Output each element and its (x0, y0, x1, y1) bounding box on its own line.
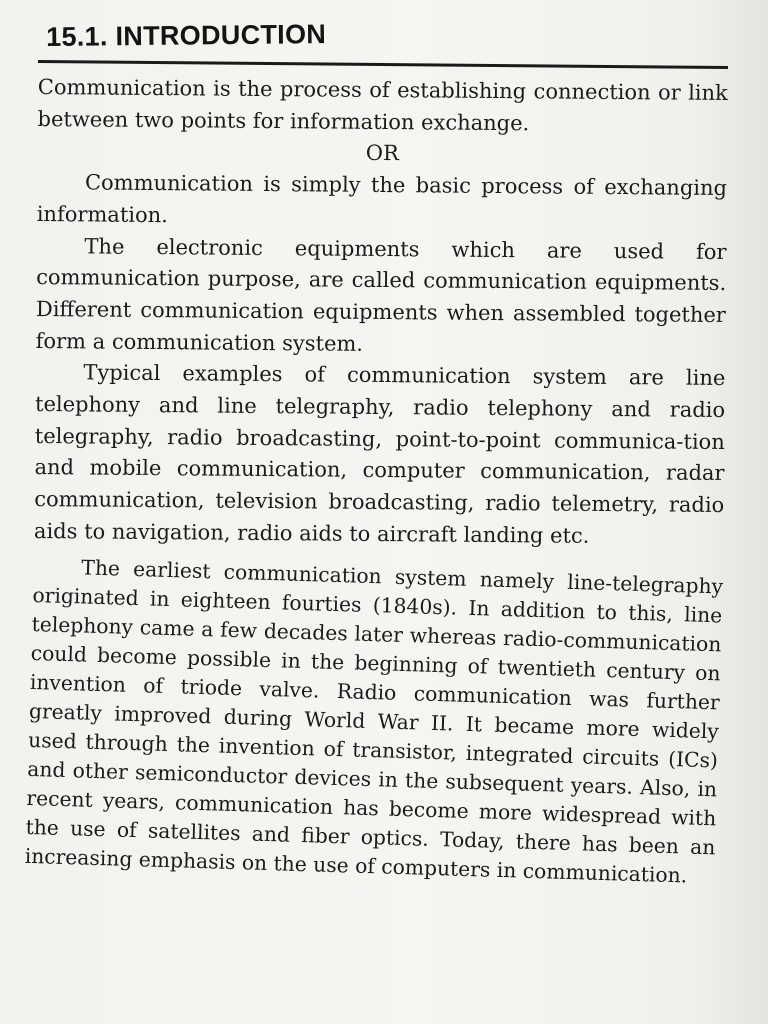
paragraph-examples: Typical examples of communication system are line telephony and line telegraphy, radio telephony and radio telegraphy, radio broadcasting, point-to-point communica-tion and mobile communication, computer communication, radar communication, television broadcasting, radio telemetry, radio aids to navigation, radio aids to aircraft landing etc. (33, 360, 726, 548)
paragraph-history: The earliest communication system namely line-telegraphy originated in eighteen fourties (1840s). In addition to this, line telephony came a few decades later whereas radio-communication could become possible in the beginning of twentieth century on invention of triode valve. Radio communication was further greatly improved during World War II. It became more widely used through the invention of transistor, integrated circuits (ICs) and other semiconductor devices in the subsequent years. Also, in recent years, communication has become more widespread with the use of satellites and fiber optics. Today, there has been an increasing emphasis on the use of computers in communication. (24, 554, 724, 888)
paragraph-definition: Communication is the process of establishing connection or link between two points for information exchange. (37, 74, 728, 135)
or-separator: OR (365, 141, 399, 166)
body-text (24, 72, 728, 888)
paragraph-simple-definition: Communication is simply the basic process of exchanging information. (36, 170, 728, 227)
section-heading (46, 19, 326, 53)
paragraph-equipments: The electronic equipments which are used for communication purpose, are called communication equipments. Different communication equipments when assembled together form a communication system. (35, 233, 727, 356)
section-number: 15.1. (46, 21, 108, 52)
section-title: INTRODUCTION (115, 19, 327, 52)
heading-underline (38, 60, 728, 69)
